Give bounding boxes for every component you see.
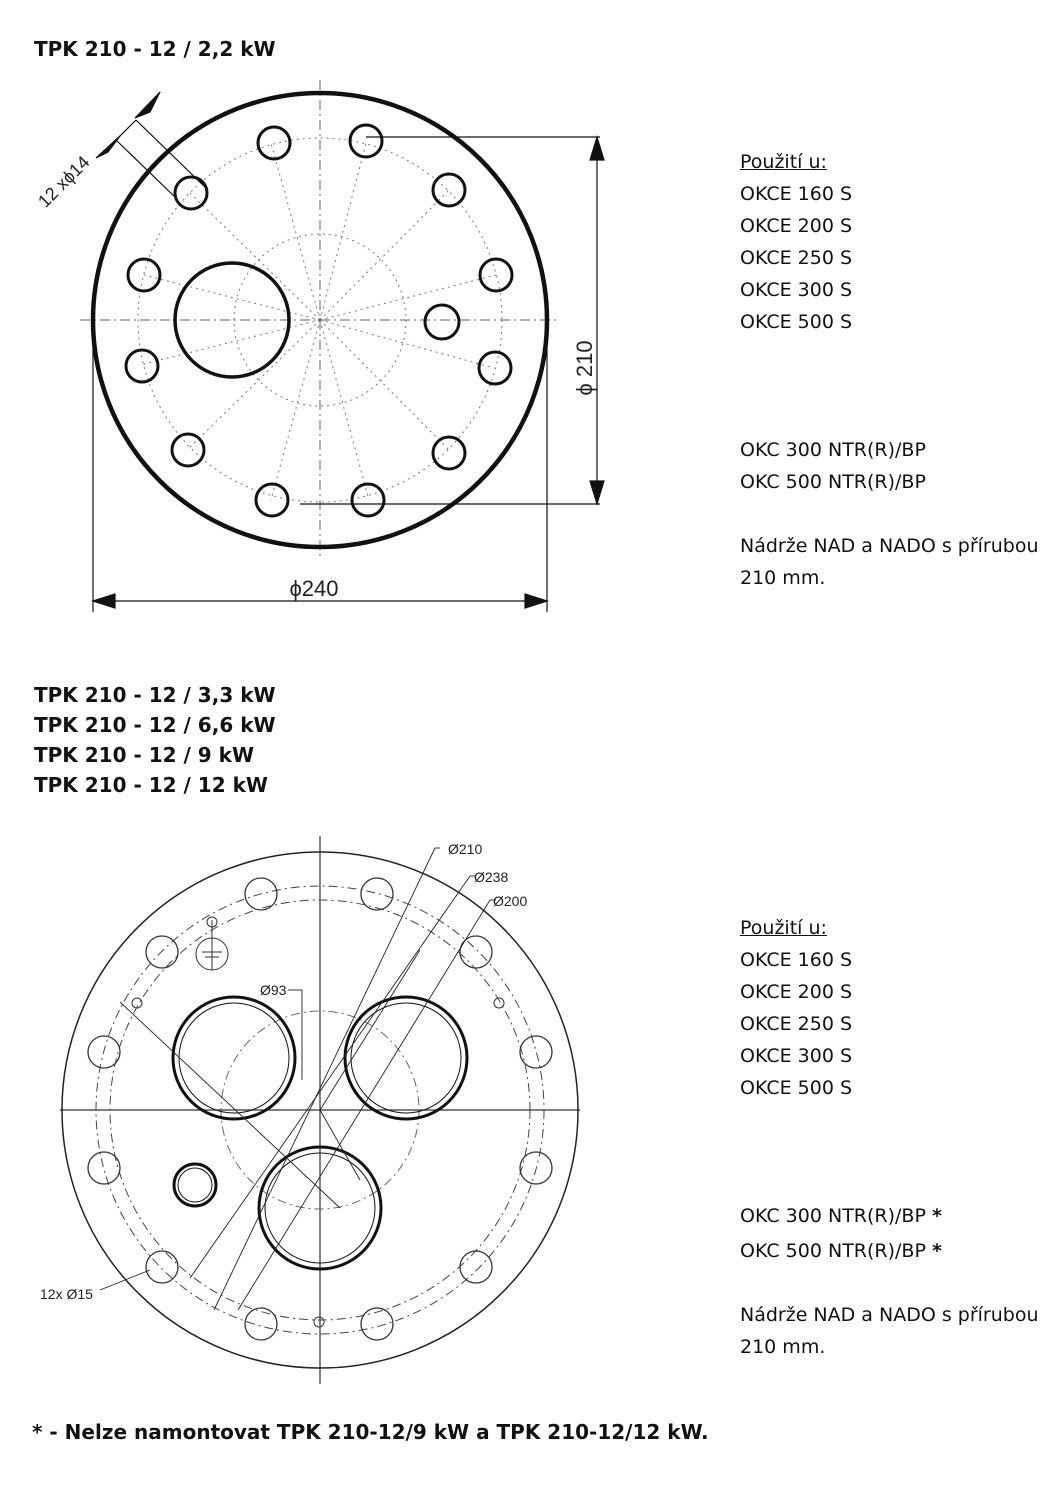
section1-title: TPK 210 - 12 / 2,2 kW <box>34 37 276 61</box>
flange-drawing-1 <box>0 80 700 720</box>
flange-drawing-2 <box>0 830 640 1390</box>
usage-title: Použití u: <box>740 151 827 173</box>
model-item: OKCE 300 S <box>740 1045 853 1067</box>
hole-diameter-label: 12 xϕ14 <box>34 152 94 212</box>
model-item: OKCE 500 S <box>740 311 853 333</box>
dimension-leaders <box>100 848 496 1310</box>
tanks-text-2: 210 mm. <box>740 1336 826 1358</box>
tanks-text: Nádrže NAD a NADO s přírubou <box>740 535 1039 557</box>
outer-diameter-label: ϕ240 <box>289 576 339 601</box>
sensor-hole <box>174 1164 216 1206</box>
okc-item: OKC 300 NTR(R)/BP <box>740 439 926 461</box>
sensor-hole <box>425 305 459 339</box>
dim-238-label: Ø238 <box>474 869 509 885</box>
footnote-star: * <box>931 1205 942 1227</box>
model-item: OKCE 200 S <box>740 215 853 237</box>
okc-item: OKC 500 NTR(R)/BP <box>740 471 926 493</box>
footnote-star: * <box>931 1240 942 1262</box>
section2-usage <box>740 912 1039 1363</box>
section2-title: TPK 210 - 12 / 3,3 kW <box>34 683 276 707</box>
holes-label: 12x Ø15 <box>40 1286 93 1302</box>
model-item: OKCE 300 S <box>740 279 853 301</box>
tanks-text: Nádrže NAD a NADO s přírubou <box>740 1304 1039 1326</box>
section2-title: TPK 210 - 12 / 9 kW <box>34 743 255 767</box>
model-item: OKCE 500 S <box>740 1077 853 1099</box>
ground-symbol <box>196 917 228 970</box>
model-item: OKCE 160 S <box>740 183 853 205</box>
tanks-text-2: 210 mm. <box>740 567 826 589</box>
model-item: OKCE 250 S <box>740 247 853 269</box>
model-item: OKCE 200 S <box>740 981 853 1003</box>
okc-item: OKC 300 NTR(R)/BP * <box>740 1205 942 1227</box>
heater-hole <box>175 263 289 377</box>
section2-title: TPK 210 - 12 / 6,6 kW <box>34 713 276 737</box>
section2-title: TPK 210 - 12 / 12 kW <box>34 773 268 797</box>
hole-diameter-dimension <box>96 92 208 198</box>
dim-210-label: Ø210 <box>448 841 483 857</box>
dim-200-label: Ø200 <box>493 893 528 909</box>
usage-title: Použití u: <box>740 917 827 939</box>
bolt-circle-label: ϕ 210 <box>572 340 597 396</box>
section2-titles <box>34 680 276 800</box>
dim-93-label: Ø93 <box>260 982 287 998</box>
footnote: * - Nelze namontovat TPK 210-12/9 kW a TPK 210-12/12 kW. <box>32 1420 709 1444</box>
model-item: OKCE 250 S <box>740 1013 853 1035</box>
okc-item: OKC 500 NTR(R)/BP * <box>740 1240 942 1262</box>
small-holes <box>132 998 504 1327</box>
section1-usage <box>740 146 1039 594</box>
model-item: OKCE 160 S <box>740 949 853 971</box>
